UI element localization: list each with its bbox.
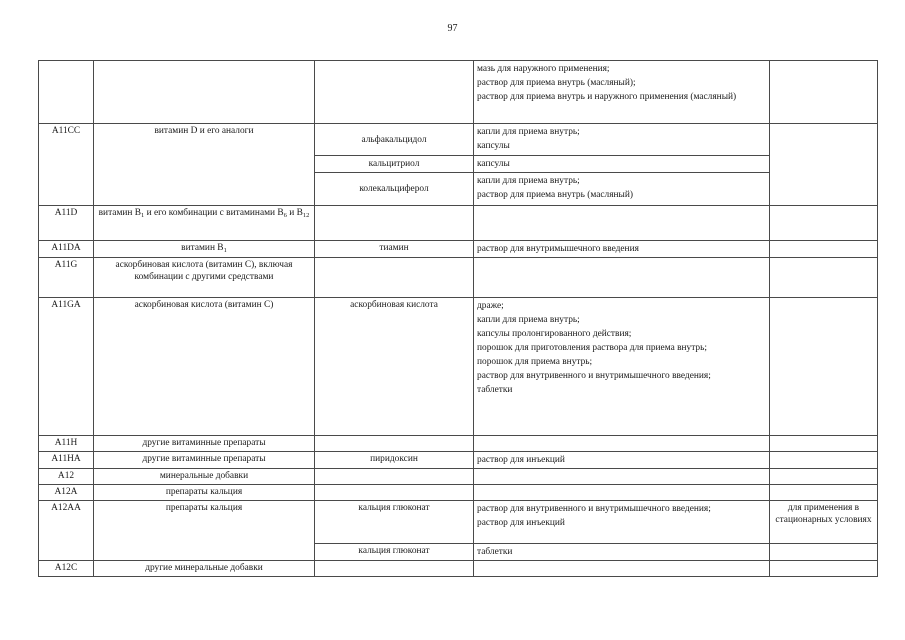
table-row xyxy=(39,298,878,436)
dosage-form-item: порошок для приема внутрь; xyxy=(477,357,593,367)
drug-name-cell: кальция глюконат xyxy=(315,544,474,561)
dosage-form-item: раствор для приема внутрь (масляный); xyxy=(477,78,636,88)
group-name-cell: аскорбиновая кислота (витамин C) xyxy=(94,298,315,436)
note-cell xyxy=(770,124,878,206)
atc-code-cell: A11CC xyxy=(39,124,94,206)
drug-name-cell xyxy=(315,485,474,501)
group-text: витамин B xyxy=(181,243,224,253)
dosage-form-item: раствор для инъекций xyxy=(477,455,565,465)
dosage-form-item: раствор для внутривенного и внутримышечного введения; xyxy=(477,504,711,514)
table-row xyxy=(39,206,878,241)
group-name-cell: минеральные добавки xyxy=(94,469,315,485)
drug-list-table xyxy=(38,60,878,577)
drug-name-cell xyxy=(315,206,474,241)
dosage-forms-cell xyxy=(474,544,770,561)
dosage-forms-cell xyxy=(474,156,770,173)
dosage-forms-cell xyxy=(474,501,770,544)
dosage-forms-cell xyxy=(474,561,770,577)
note-cell xyxy=(770,544,878,561)
group-name-cell xyxy=(94,206,315,241)
dosage-forms-cell xyxy=(474,61,770,124)
drug-name-cell: кальция глюконат xyxy=(315,501,474,544)
dosage-form-item: таблетки xyxy=(477,547,513,557)
table-row xyxy=(39,561,878,577)
drug-name-cell: колекальциферол xyxy=(315,173,474,206)
atc-code-cell: A11DA xyxy=(39,241,94,258)
dosage-forms-cell xyxy=(474,258,770,298)
group-name-cell xyxy=(94,61,315,124)
dosage-form-item: раствор для внутримышечного введения xyxy=(477,244,639,254)
page-number: 97 xyxy=(447,23,458,34)
drug-name-cell xyxy=(315,436,474,452)
group-name-cell: другие минеральные добавки xyxy=(94,561,315,577)
atc-code-cell: A12 xyxy=(39,469,94,485)
dosage-form-item: драже; xyxy=(477,301,504,311)
table-row xyxy=(39,241,878,258)
dosage-form-item: раствор для внутривенного и внутримышечного введения; xyxy=(477,371,711,381)
subscript: 6 xyxy=(283,212,287,219)
atc-code-cell xyxy=(39,61,94,124)
dosage-forms-cell xyxy=(474,485,770,501)
note-cell: для применения в стационарных условиях xyxy=(770,501,878,544)
dosage-form-item: раствор для приема внутрь (масляный) xyxy=(477,190,633,200)
group-name-cell: витамин D и его аналоги xyxy=(94,124,315,206)
subscript: 12 xyxy=(302,212,310,219)
table-row xyxy=(39,501,878,544)
dosage-forms-cell xyxy=(474,298,770,436)
drug-name-cell xyxy=(315,469,474,485)
atc-code-cell: A11G xyxy=(39,258,94,298)
dosage-form-item: капсулы xyxy=(477,159,510,169)
note-cell xyxy=(770,469,878,485)
group-name-cell: другие витаминные препараты xyxy=(94,452,315,469)
drug-name-cell: альфакальцидол xyxy=(315,124,474,156)
dosage-forms-cell xyxy=(474,173,770,206)
dosage-form-item: раствор для инъекций xyxy=(477,518,565,528)
dosage-form-item: капсулы пролонгированного действия; xyxy=(477,329,632,339)
atc-code-cell: A11D xyxy=(39,206,94,241)
group-name-cell xyxy=(94,241,315,258)
atc-code-cell: A12C xyxy=(39,561,94,577)
dosage-forms-cell xyxy=(474,469,770,485)
table-row xyxy=(39,485,878,501)
dosage-form-item: порошок для приготовления раствора для приема внутрь; xyxy=(477,343,707,353)
drug-name-cell: пиридоксин xyxy=(315,452,474,469)
dosage-form-item: капли для приема внутрь; xyxy=(477,176,580,186)
group-name-cell: препараты кальция xyxy=(94,485,315,501)
subscript: 1 xyxy=(141,212,145,219)
dosage-form-item: капли для приема внутрь; xyxy=(477,315,580,325)
note-cell xyxy=(770,258,878,298)
dosage-form-item: капсулы xyxy=(477,141,510,151)
note-cell xyxy=(770,241,878,258)
table-row xyxy=(39,61,878,124)
note-cell xyxy=(770,561,878,577)
drug-name-cell: кальцитриол xyxy=(315,156,474,173)
note-cell xyxy=(770,452,878,469)
dosage-form-item: раствор для приема внутрь и наружного применения (масляный) xyxy=(477,92,737,102)
group-name-cell: препараты кальция xyxy=(94,501,315,561)
drug-name-cell xyxy=(315,561,474,577)
table-row xyxy=(39,436,878,452)
dosage-forms-cell xyxy=(474,241,770,258)
group-text: и его комбинации с витаминами B xyxy=(144,208,284,218)
dosage-forms-cell xyxy=(474,452,770,469)
note-cell xyxy=(770,206,878,241)
note-cell xyxy=(770,298,878,436)
dosage-forms-cell xyxy=(474,436,770,452)
atc-code-cell: A12AA xyxy=(39,501,94,561)
drug-name-cell xyxy=(315,258,474,298)
group-text: и B xyxy=(286,208,303,218)
group-name-cell: другие витаминные препараты xyxy=(94,436,315,452)
note-cell xyxy=(770,61,878,124)
atc-code-cell: A11H xyxy=(39,436,94,452)
atc-code-cell: A11HA xyxy=(39,452,94,469)
dosage-form-item: капли для приема внутрь; xyxy=(477,127,580,137)
drug-name-cell xyxy=(315,61,474,124)
table-row xyxy=(39,124,878,156)
atc-code-cell: A11GA xyxy=(39,298,94,436)
group-text: витамин B xyxy=(98,208,142,218)
drug-name-cell: аскорбиновая кислота xyxy=(315,298,474,436)
table-row xyxy=(39,469,878,485)
table-row xyxy=(39,452,878,469)
dosage-form-item: таблетки xyxy=(477,385,513,395)
table-row xyxy=(39,258,878,298)
dosage-forms-cell xyxy=(474,124,770,156)
note-cell xyxy=(770,485,878,501)
dosage-forms-cell xyxy=(474,206,770,241)
note-cell xyxy=(770,436,878,452)
drug-name-cell: тиамин xyxy=(315,241,474,258)
atc-code-cell: A12A xyxy=(39,485,94,501)
group-name-cell: аскорбиновая кислота (витамин C), включая комбинации с другими средствами xyxy=(94,258,315,298)
dosage-form-item: мазь для наружного применения; xyxy=(477,64,610,74)
subscript: 1 xyxy=(223,247,227,254)
